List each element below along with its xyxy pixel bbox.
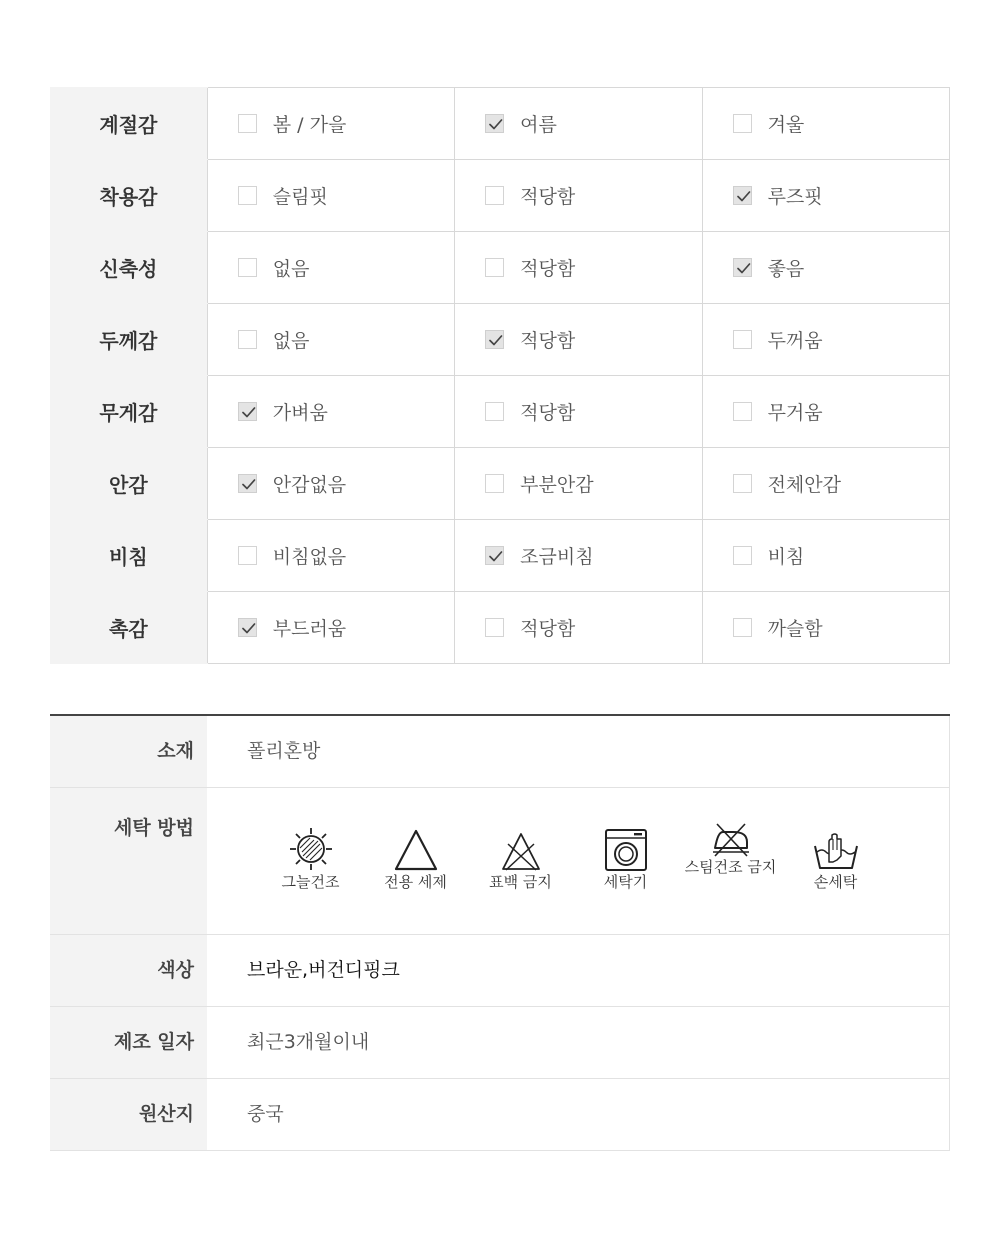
- wash-item-label: 세탁기: [603, 873, 648, 891]
- attribute-option-label: 봄 / 가을: [272, 114, 347, 136]
- checked-checkbox-icon: [485, 330, 504, 349]
- attribute-option: [702, 160, 949, 232]
- color-value: 브라운,버건디핑크: [207, 935, 950, 1006]
- wash-method-value: [207, 788, 950, 934]
- unchecked-checkbox-icon: [238, 186, 257, 205]
- wash-item-neutral-detergent: [363, 826, 468, 892]
- origin-label: 원산지: [50, 1079, 207, 1150]
- unchecked-checkbox-icon: [238, 330, 257, 349]
- attribute-row: [50, 88, 950, 160]
- attribute-label: 비침: [50, 520, 207, 592]
- wash-item-label: 그늘건조: [281, 873, 340, 891]
- origin-row: [50, 1078, 950, 1150]
- attribute-option: [207, 160, 454, 232]
- color-label: 색상: [50, 935, 207, 1006]
- attribute-option: [455, 448, 702, 520]
- wash-item-label: 손세탁: [813, 873, 858, 891]
- attribute-label: 계절감: [50, 88, 207, 160]
- unchecked-checkbox-icon: [485, 186, 504, 205]
- checked-checkbox-icon: [485, 114, 504, 133]
- wash-item-no-bleach: [468, 826, 573, 892]
- attribute-option: [702, 520, 949, 592]
- attribute-option-label: 좋음: [767, 258, 805, 280]
- attribute-option-label: 겨울: [767, 114, 805, 136]
- unchecked-checkbox-icon: [238, 114, 257, 133]
- wash-item-label: 스팀건조 금지: [684, 858, 777, 876]
- checked-checkbox-icon: [238, 618, 257, 637]
- attribute-option: [702, 88, 949, 160]
- wash-item-shade-dry: [258, 826, 363, 892]
- material-label: 소재: [50, 716, 207, 787]
- attribute-label: 무게감: [50, 376, 207, 448]
- attribute-option-label: 적당함: [520, 618, 576, 640]
- wash-method-row: [50, 787, 950, 934]
- attribute-option-label: 안감없음: [272, 474, 347, 496]
- washing-machine-icon: [604, 828, 648, 872]
- unchecked-checkbox-icon: [238, 258, 257, 277]
- attribute-row: [50, 232, 950, 304]
- attribute-option-label: 가벼움: [272, 402, 328, 424]
- unchecked-checkbox-icon: [733, 114, 752, 133]
- attribute-option-label: 무거움: [767, 402, 823, 424]
- attribute-label: 촉감: [50, 592, 207, 664]
- attribute-option-label: 비침: [767, 546, 805, 568]
- attribute-row: [50, 376, 950, 448]
- attribute-row: [50, 448, 950, 520]
- attribute-option-label: 적당함: [520, 402, 576, 424]
- attribute-option: [455, 376, 702, 448]
- unchecked-checkbox-icon: [733, 618, 752, 637]
- attribute-row: [50, 160, 950, 232]
- attribute-row: [50, 592, 950, 664]
- attribute-option: [207, 304, 454, 376]
- attribute-option: [207, 592, 454, 664]
- unchecked-checkbox-icon: [485, 258, 504, 277]
- wash-icon-list: [207, 788, 949, 892]
- attribute-option-label: 비침없음: [272, 546, 347, 568]
- attribute-option: [207, 232, 454, 304]
- no-bleach-icon: [500, 832, 542, 872]
- checked-checkbox-icon: [238, 474, 257, 493]
- wash-item-label: 전용 세제: [384, 873, 447, 891]
- attribute-label: 안감: [50, 448, 207, 520]
- wash-item-label: 표백 금지: [489, 873, 552, 891]
- color-row: [50, 934, 950, 1006]
- attribute-option-label: 부드러움: [272, 618, 347, 640]
- unchecked-checkbox-icon: [733, 402, 752, 421]
- attribute-option-label: 적당함: [520, 258, 576, 280]
- attribute-option: [207, 448, 454, 520]
- manufacture-date-value: 최근3개월이내: [207, 1007, 950, 1078]
- attribute-option-label: 까슬함: [767, 618, 823, 640]
- attribute-option-label: 적당함: [520, 186, 576, 208]
- origin-value: 중국: [207, 1079, 950, 1150]
- attribute-option-label: 슬림핏: [272, 186, 328, 208]
- attribute-option: [455, 592, 702, 664]
- neutral-detergent-icon: [393, 828, 439, 872]
- attribute-option-label: 부분안감: [520, 474, 594, 496]
- attribute-option: [455, 520, 702, 592]
- attribute-option: [702, 592, 949, 664]
- attribute-option-label: 없음: [272, 258, 310, 280]
- manufacture-date-label: 제조 일자: [50, 1007, 207, 1078]
- checked-checkbox-icon: [485, 546, 504, 565]
- checked-checkbox-icon: [733, 186, 752, 205]
- attribute-option: [207, 88, 454, 160]
- attribute-option-label: 조금비침: [520, 546, 594, 568]
- attribute-option: [702, 232, 949, 304]
- attribute-label: 두께감: [50, 304, 207, 376]
- attribute-option: [702, 304, 949, 376]
- attribute-option: [207, 376, 454, 448]
- product-attribute-table: [50, 87, 950, 664]
- attribute-option: [455, 88, 702, 160]
- unchecked-checkbox-icon: [485, 402, 504, 421]
- attribute-option: [702, 376, 949, 448]
- attribute-option: [455, 160, 702, 232]
- manufacture-date-row: [50, 1006, 950, 1078]
- checked-checkbox-icon: [733, 258, 752, 277]
- wash-item-no-steam-iron: [678, 826, 783, 892]
- attribute-option-label: 여름: [520, 114, 557, 136]
- attribute-option-label: 적당함: [520, 330, 576, 352]
- product-info-table: [50, 714, 950, 1151]
- shade-dry-icon: [288, 826, 334, 872]
- checked-checkbox-icon: [238, 402, 257, 421]
- wash-item-hand-wash: [783, 826, 888, 892]
- unchecked-checkbox-icon: [485, 618, 504, 637]
- no-steam-iron-icon: [709, 822, 753, 858]
- attribute-option-label: 루즈핏: [767, 186, 823, 208]
- material-value: 폴리혼방: [207, 716, 950, 787]
- attribute-option: [702, 448, 949, 520]
- attribute-row: [50, 304, 950, 376]
- hand-wash-icon: [813, 832, 859, 872]
- attribute-label: 신축성: [50, 232, 207, 304]
- wash-method-label: 세탁 방법: [50, 788, 207, 934]
- material-row: [50, 716, 950, 787]
- attribute-option-label: 두꺼움: [767, 330, 823, 352]
- unchecked-checkbox-icon: [238, 546, 257, 565]
- attribute-option-label: 없음: [272, 330, 310, 352]
- attribute-option-label: 전체안감: [767, 474, 841, 496]
- wash-item-washing-machine: [573, 826, 678, 892]
- attribute-option: [455, 232, 702, 304]
- unchecked-checkbox-icon: [733, 330, 752, 349]
- attribute-option: [455, 304, 702, 376]
- attribute-row: [50, 520, 950, 592]
- unchecked-checkbox-icon: [733, 546, 752, 565]
- attribute-label: 착용감: [50, 160, 207, 232]
- unchecked-checkbox-icon: [485, 474, 504, 493]
- attribute-option: [207, 520, 454, 592]
- unchecked-checkbox-icon: [733, 474, 752, 493]
